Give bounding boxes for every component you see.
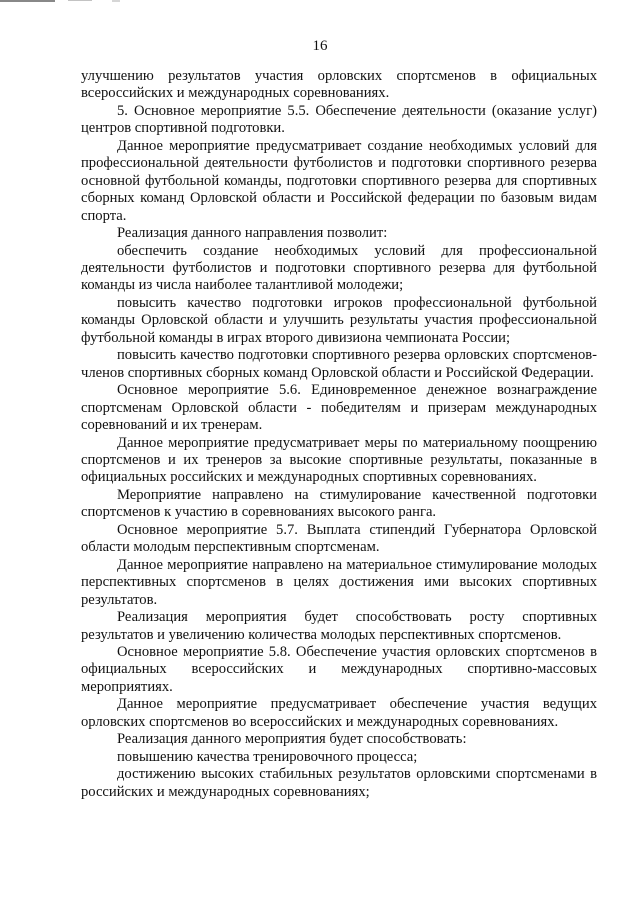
document-body — [81, 68, 597, 801]
page-number: 16 — [312, 38, 328, 54]
paragraph: Данное мероприятие предусматривает меры по материальному поощрению спортсменов и их тренеров за высокие спортивные результаты, показанные в официальных российских и международных спортивных соревнованиях. — [81, 434, 597, 486]
paragraph: обеспечить создание необходимых условий для профессиональной деятельности футболистов и подготовки спортивного резерва для футбольной команды из числа наиболее талантливой молодежи; — [81, 242, 597, 294]
paragraph: Данное мероприятие направлено на материальное стимулирование молодых перспективных спортсменов в целях достижения ими высоких спортивных результатов. — [81, 556, 597, 608]
scan-artifact-line — [112, 0, 120, 2]
paragraph: повысить качество подготовки спортивного резерва орловских спортсменов-членов спортивных сборных команд Орловской области и Российской Федерации. — [81, 347, 597, 381]
scan-artifact-line — [68, 0, 92, 1]
paragraph: Основное мероприятие 5.7. Выплата стипендий Губернатора Орловской области молодым перспективным спортсменам. — [81, 521, 597, 556]
paragraph: Данное мероприятие предусматривает создание необходимых условий для профессиональной деятельности футболистов и подготовки спортивного резерва основной футбольной команды, подготовки спортивного резерва для спортивных сборных команд Орловской области и Российской федерации по базовым видам спорта. — [81, 137, 597, 224]
paragraph: Реализация мероприятия будет способствовать росту спортивных результатов и увеличению количества молодых перспективных спортсменов. — [81, 609, 597, 643]
paragraph: Данное мероприятие предусматривает обеспечение участия ведущих орловских спортсменов во всероссийских и международных соревнованиях. — [81, 696, 597, 730]
paragraph: 5. Основное мероприятие 5.5. Обеспечение деятельности (оказание услуг) центров спортивной подготовки. — [81, 102, 597, 137]
scan-artifact-line — [0, 0, 55, 2]
paragraph: повысить качество подготовки игроков профессиональной футбольной команды Орловской области и улучшить результаты участия профессиональной футбольной команды в играх второго дивизиона чемпионата России; — [81, 294, 597, 346]
paragraph: улучшению результатов участия орловских спортсменов в официальных всероссийских и международных соревнованиях. — [81, 68, 597, 102]
paragraph: повышению качества тренировочного процесса; — [117, 748, 418, 765]
paragraph: Реализация данного мероприятия будет способствовать: — [117, 731, 467, 748]
paragraph: Мероприятие направлено на стимулирование качественной подготовки спортсменов к участию в соревнованиях высокого ранга. — [81, 486, 597, 521]
paragraph: достижению высоких стабильных результатов орловскими спортсменами в российских и международных соревнованиях; — [81, 766, 597, 800]
paragraph: Основное мероприятие 5.8. Обеспечение участия орловских спортсменов в официальных всероссийских и международных спортивно-массовых мероприятиях. — [81, 643, 597, 695]
paragraph: Основное мероприятие 5.6. Единовременное денежное вознаграждение спортсменам Орловской области - победителям и призерам международных соревнований и их тренерам. — [81, 382, 597, 434]
paragraph: Реализация данного направления позволит: — [117, 225, 388, 242]
